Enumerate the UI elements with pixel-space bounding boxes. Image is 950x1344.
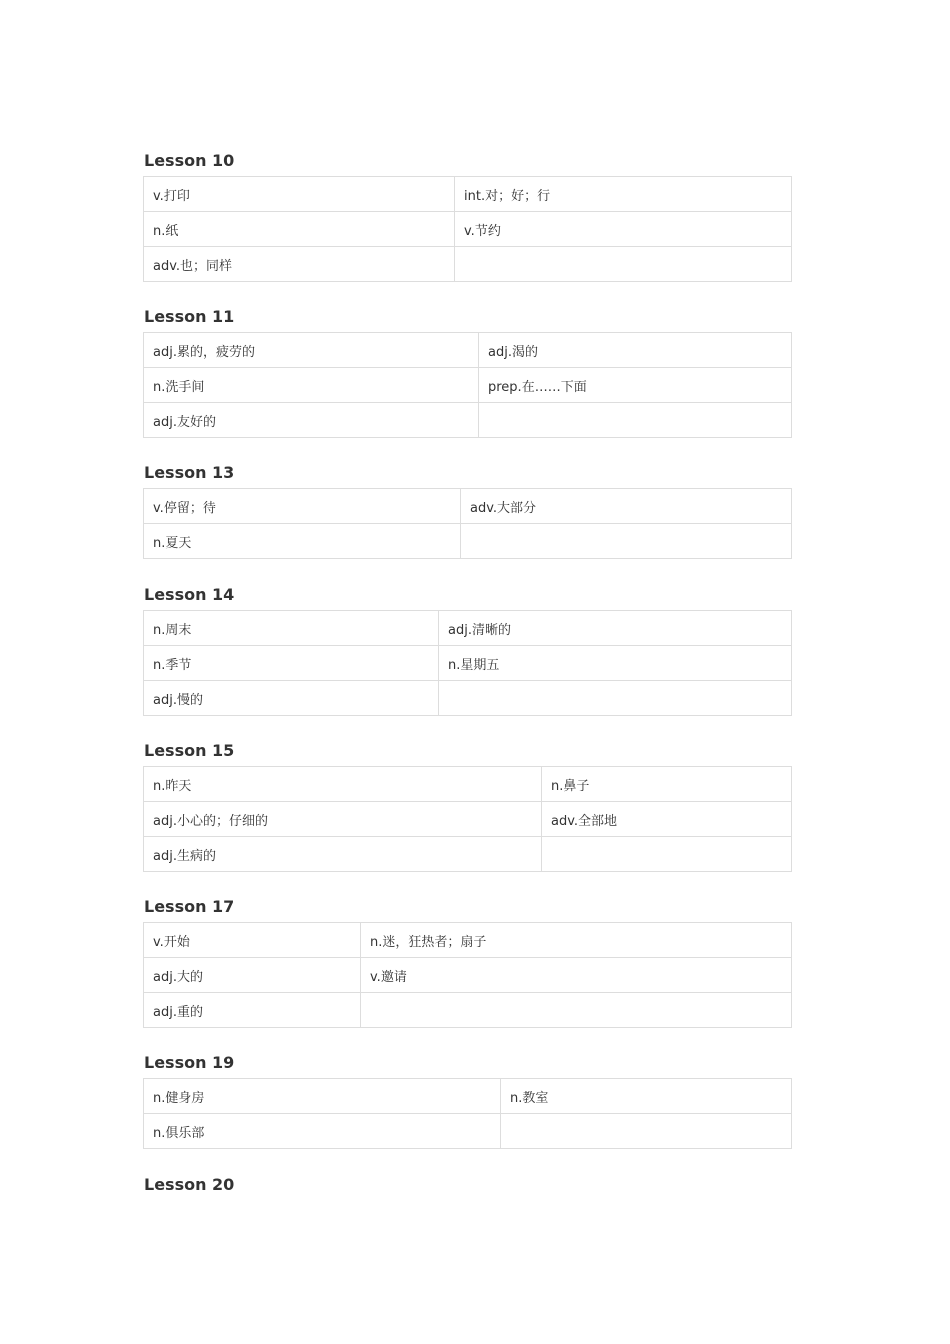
vocab-table [143, 1078, 792, 1149]
lesson-title: Lesson 14 [144, 585, 235, 604]
lesson-title: Lesson 11 [144, 307, 235, 326]
table-row [144, 247, 792, 282]
vocab-table [143, 488, 792, 559]
vocab-cell: adj.清晰的 [439, 611, 792, 646]
vocab-cell: n.鼻子 [542, 767, 792, 802]
vocab-cell: v.开始 [144, 923, 361, 958]
lesson-section [143, 741, 791, 872]
table-row [144, 403, 792, 438]
vocab-cell: n.纸 [144, 212, 455, 247]
table-row [144, 923, 792, 958]
vocab-table [143, 922, 792, 1028]
lesson-section [143, 463, 791, 559]
vocab-cell: adv.也；同样 [144, 247, 455, 282]
vocab-cell [542, 837, 792, 872]
table-row [144, 212, 792, 247]
vocab-table [143, 176, 792, 282]
vocab-table [143, 332, 792, 438]
vocab-table [143, 766, 792, 872]
lesson-section [143, 307, 791, 438]
vocab-cell: v.停留；待 [144, 489, 461, 524]
lesson-title: Lesson 13 [144, 463, 235, 482]
lesson-section [143, 1053, 791, 1149]
vocab-cell: adj.慢的 [144, 681, 439, 716]
lesson-title: Lesson 20 [144, 1175, 235, 1194]
table-row [144, 368, 792, 403]
table-row [144, 681, 792, 716]
vocab-cell [439, 681, 792, 716]
lesson-title: Lesson 15 [144, 741, 235, 760]
vocab-cell: adj.大的 [144, 958, 361, 993]
vocab-cell [461, 524, 792, 559]
vocab-cell: v.邀请 [361, 958, 792, 993]
vocab-cell: n.昨天 [144, 767, 542, 802]
table-row [144, 1079, 792, 1114]
table-row [144, 524, 792, 559]
vocab-cell: adj.小心的；仔细的 [144, 802, 542, 837]
vocab-cell: adj.友好的 [144, 403, 479, 438]
vocab-cell: n.健身房 [144, 1079, 501, 1114]
vocab-cell: n.星期五 [439, 646, 792, 681]
vocab-cell: adj.生病的 [144, 837, 542, 872]
vocab-cell: n.夏天 [144, 524, 461, 559]
table-row [144, 802, 792, 837]
table-row [144, 767, 792, 802]
table-row [144, 611, 792, 646]
lesson-title: Lesson 10 [144, 151, 235, 170]
lesson-section [143, 585, 791, 716]
vocab-cell [479, 403, 792, 438]
table-row [144, 333, 792, 368]
vocab-cell [501, 1114, 792, 1149]
vocab-cell: prep.在……下面 [479, 368, 792, 403]
lesson-title: Lesson 17 [144, 897, 235, 916]
vocab-cell [361, 993, 792, 1028]
vocab-cell [455, 247, 792, 282]
vocab-cell: adj.渴的 [479, 333, 792, 368]
table-row [144, 993, 792, 1028]
table-row [144, 958, 792, 993]
vocab-cell: n.迷，狂热者；扇子 [361, 923, 792, 958]
vocab-cell: adv.大部分 [461, 489, 792, 524]
vocab-cell: n.季节 [144, 646, 439, 681]
lesson-section [143, 1175, 791, 1200]
vocab-cell: n.教室 [501, 1079, 792, 1114]
vocab-table [143, 610, 792, 716]
table-row [144, 837, 792, 872]
vocab-cell: int.对；好；行 [455, 177, 792, 212]
lesson-title: Lesson 19 [144, 1053, 235, 1072]
vocab-cell: adj.重的 [144, 993, 361, 1028]
vocab-cell: v.节约 [455, 212, 792, 247]
lesson-section [143, 897, 791, 1028]
vocab-cell: adj.累的，疲劳的 [144, 333, 479, 368]
vocab-cell: v.打印 [144, 177, 455, 212]
lesson-section [143, 151, 791, 282]
vocab-cell: n.俱乐部 [144, 1114, 501, 1149]
table-row [144, 646, 792, 681]
vocab-cell: n.洗手间 [144, 368, 479, 403]
vocab-cell: n.周末 [144, 611, 439, 646]
table-row [144, 1114, 792, 1149]
table-row [144, 489, 792, 524]
table-row [144, 177, 792, 212]
vocab-cell: adv.全部地 [542, 802, 792, 837]
